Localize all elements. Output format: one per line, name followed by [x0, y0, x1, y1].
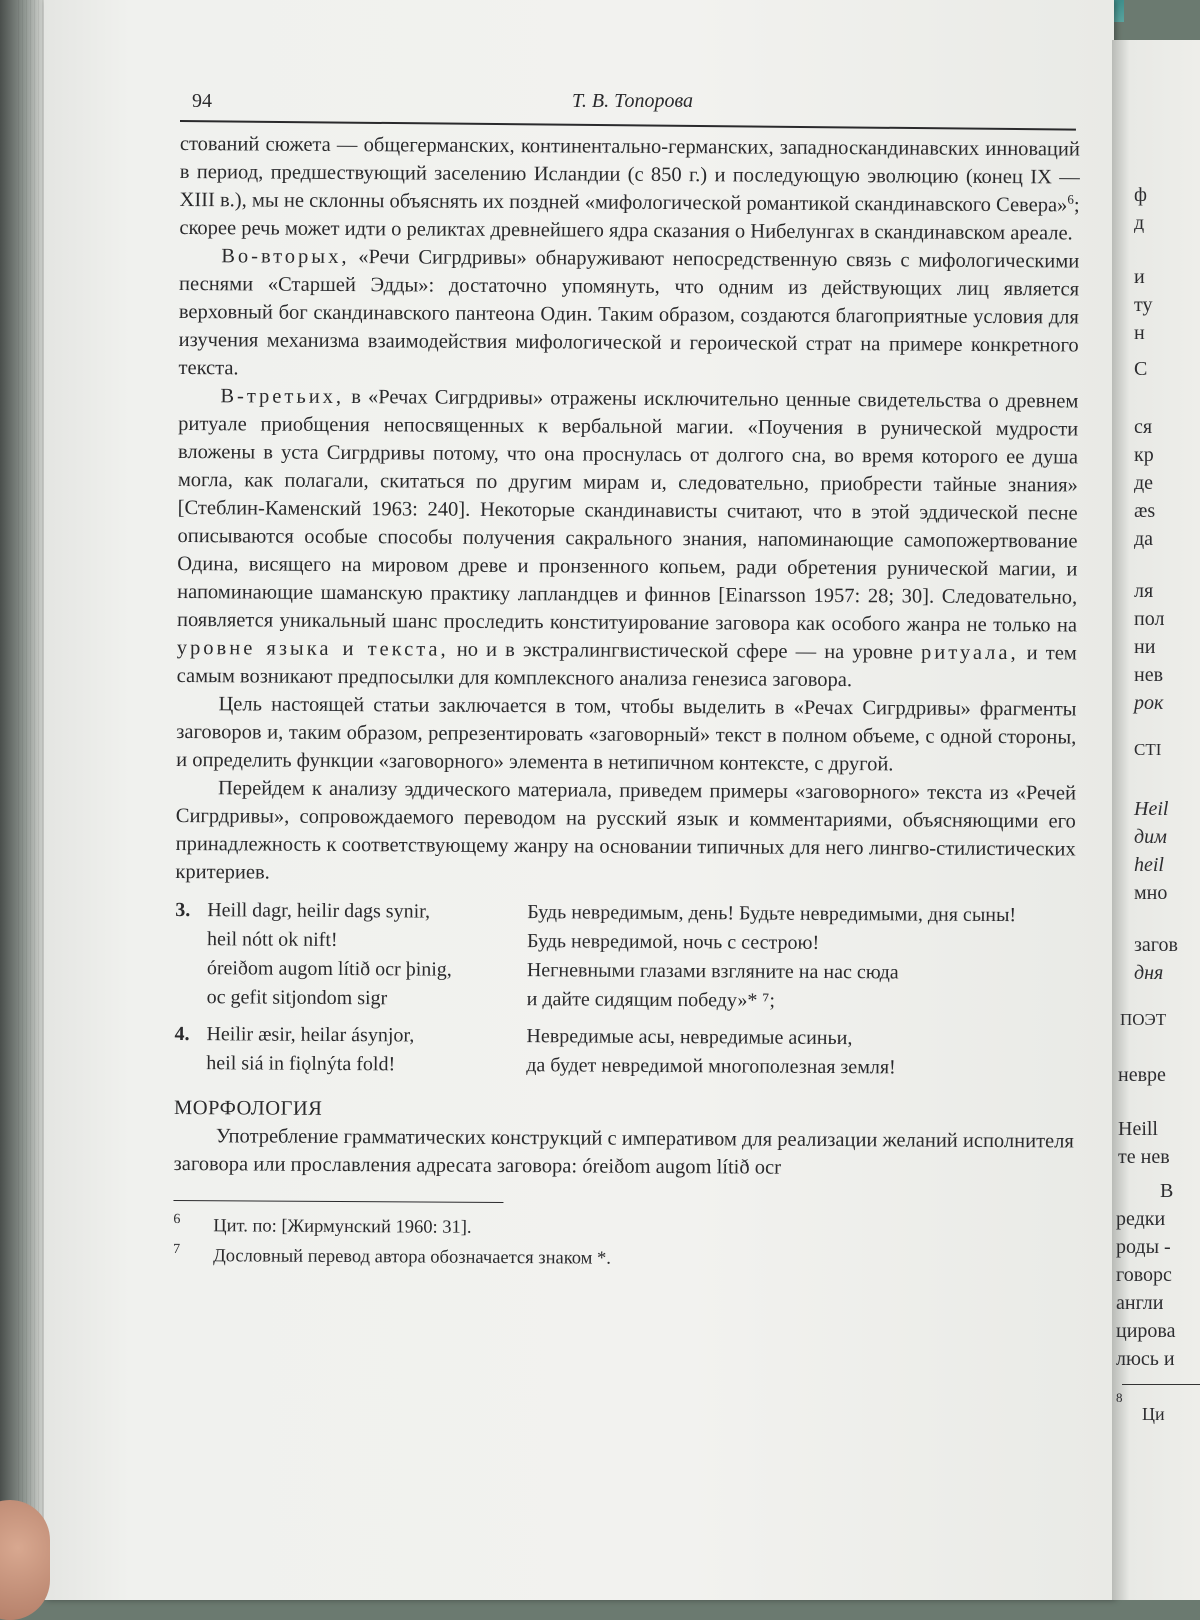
- footnote-text: Дословный перевод автора обозначается знаком *.: [213, 1246, 611, 1269]
- facing-fragment: нев: [1134, 664, 1164, 686]
- thumb: [0, 1500, 50, 1620]
- facing-fragment: ф: [1134, 184, 1147, 206]
- facing-fragment: люсь и: [1116, 1348, 1175, 1370]
- facing-fragment: те нев: [1118, 1146, 1170, 1168]
- facing-fragment: де: [1134, 472, 1154, 494]
- facing-fragment: 8: [1116, 1390, 1123, 1405]
- footnote-text: Цит. по: [Жирмунский 1960: 31].: [213, 1216, 472, 1238]
- facing-footnote-rule: [1122, 1384, 1200, 1385]
- section-heading: МОРФОЛОГИЯ: [173, 1096, 323, 1120]
- facing-fragment: рок: [1134, 692, 1164, 714]
- facing-fragment: загов: [1134, 934, 1178, 956]
- facing-fragment: heil: [1134, 854, 1164, 876]
- facing-fragment: д: [1134, 212, 1145, 234]
- facing-fragment: ту: [1134, 294, 1153, 316]
- old-norse-line: oc gefit sitjondom sigr: [206, 986, 388, 1010]
- facing-fragment: н: [1134, 322, 1145, 344]
- author-running-head: Т. В. Топорова: [572, 90, 694, 112]
- spaced-lead: В-третьих,: [220, 385, 345, 409]
- translation-line: Невредимые асы, невредимые асиньи,: [526, 1025, 853, 1050]
- footnote: [173, 1241, 1073, 1276]
- facing-fragment: кр: [1134, 444, 1154, 466]
- facing-fragment: ля: [1134, 580, 1154, 602]
- header-rule: [180, 120, 1076, 131]
- paragraph: стований сюжета — общегерманских, континентально-германских, западноскандинавских инноваций в период, предшествующий заселению Исландии (с 850 г.) и последующую эволюцию (конец IX — XIII в.), мы не склонны объяснять их поздней «мифологической романтикой скандинавского Севера»$^6$; скорее речь может идти о реликтах древнейшего ядра сказания о Нибелунгах в скандинавском ареале.: [179, 132, 1080, 245]
- facing-fragment: Heill: [1118, 1118, 1158, 1140]
- example-number: 3.: [175, 898, 191, 922]
- facing-fragment: Heil: [1134, 798, 1169, 820]
- old-norse-line: Heill dagr, heilir dags synir,: [207, 899, 431, 923]
- facing-page: [1112, 40, 1200, 1600]
- paragraph: Цель настоящей статьи заключается в том, чтобы выделить в «Речах Сигрдривы» фрагменты заговоров и, таким образом, репрезентировать «заговорный» текст в полном объеме, с одной стороны, и определить функции «заговорного» элемента в нетипичном контексте, с другой.: [176, 693, 1077, 776]
- facing-fragment: невре: [1118, 1064, 1166, 1086]
- page-content: [173, 86, 1080, 1271]
- translation-line: Будь невредимой, ночь с сестрою!: [526, 930, 820, 954]
- facing-fragment: да: [1134, 528, 1154, 550]
- example-3: [175, 896, 1076, 1017]
- footnote-number: 7: [173, 1241, 181, 1258]
- example-4: [174, 1020, 1074, 1083]
- paragraph: Употребление грамматических конструкций с императивом для реализации желаний исполнителя заговора или прославления адресата заговора: óreiðom augom lítið ocr: [173, 1125, 1074, 1179]
- facing-fragment: ся: [1134, 416, 1153, 438]
- facing-fragment: цирова: [1116, 1320, 1176, 1342]
- facing-fragment: и: [1134, 266, 1145, 288]
- footnote-number: 6: [173, 1211, 181, 1228]
- facing-fragment: говорс: [1116, 1264, 1172, 1286]
- facing-fragment: англи: [1116, 1292, 1164, 1314]
- facing-fragment: С: [1134, 358, 1148, 380]
- paragraph: В-третьих, в «Речах Сигрдривы» отражены исключительно ценные свидетельства о древнем ритуале приобщения непосвященных к вербальной магии. «Поучения в рунической мудрости вложены в уста Сигрдривы потому, что она проснулась от долгого сна, во время которого ее душа могла, как полагали, скитаться по другим мирам и, следовательно, приобрести тайные знания» [Стеблин-Каменский 1963: 240]. Некоторые скандинависты считают, что в этой эддической песне описываются особые способы получения сакрального знания, напоминающие самопожертвование Одина, висящего на мировом древе и пронзенного копьем, ради обретения рунической магии, и напоминающие шаманскую практику лапландцев и финнов [Einarsson 1957: 28; 30]. Следовательно, появляется уникальный шанс проследить конституирование заговора как особого жанра не только на уровне языка и текста, но и в экстралингвистической сфере — на уровне ритуала, и тем самым возникают предпосылки для комплексного анализа генезиса заговора.: [176, 385, 1079, 692]
- facing-fragment: мно: [1134, 882, 1168, 904]
- facing-fragment: ни: [1134, 636, 1156, 658]
- old-norse-line: heil siá in fiǫlnýta fold!: [206, 1052, 396, 1076]
- footnote-ref: 6: [1067, 191, 1074, 207]
- running-head: [180, 86, 1080, 120]
- old-norse-line: Heilir æsir, heilar ásynjor,: [206, 1023, 415, 1047]
- old-norse-line: óreiðom augom lítið ocr þinig,: [206, 957, 452, 981]
- facing-fragment: роды -: [1116, 1236, 1171, 1258]
- spaced-emphasis: уровне языка и текста,: [176, 636, 449, 661]
- article-body: [173, 130, 1080, 1276]
- facing-fragment: дня: [1134, 962, 1164, 984]
- facing-fragment: СТІ: [1134, 740, 1162, 759]
- footnotes: [173, 1211, 1073, 1276]
- translation-line: да будет невредимой многополезная земля!: [526, 1054, 896, 1079]
- translation-line: и дайте сидящим победу»* ⁷;: [526, 988, 775, 1012]
- translation-line: Негневными глазами взгляните на нас сюда: [526, 959, 899, 984]
- facing-fragment: ПОЭТ: [1120, 1010, 1167, 1029]
- spaced-emphasis: ритуала,: [920, 641, 1019, 665]
- facing-fragment: пол: [1134, 608, 1165, 630]
- example-number: 4.: [174, 1022, 190, 1046]
- old-norse-line: heil nótt ok nift!: [206, 928, 338, 951]
- paragraph: Во-вторых, «Речи Сигрдривы» обнаруживают непосредственную связь с мифологическими песнями «Старшей Эдды»: достаточно упомянуть, что одним из действующих лиц является верховный бог скандинавского пантеона Один. Таким образом, создаются благоприятные условия для изучения механизма взаимодействия мифологической и героической страт на примере конкретного текста.: [178, 245, 1080, 380]
- spaced-lead: Во-вторых,: [221, 245, 350, 269]
- footnote-rule: [173, 1200, 503, 1203]
- page-number: 94: [192, 90, 212, 112]
- translation-line: Будь невредимым, день! Будьте невредимыми, дня сыны!: [527, 901, 1017, 927]
- facing-fragment: редки: [1116, 1208, 1166, 1230]
- paragraph: Перейдем к анализу эддического материала, приведем примеры «заговорного» текста из «Речей Сигрдривы», сопровождаемого переводом на русский язык и комментариями, объясняющими его принадлежность к соответствующему жанру на основании типичных для него лингво-стилистических критериев.: [175, 777, 1077, 884]
- facing-fragment: Ци: [1142, 1404, 1165, 1424]
- facing-fragment: В: [1160, 1180, 1174, 1202]
- facing-fragment: æs: [1134, 500, 1156, 522]
- facing-fragment: дим: [1134, 826, 1167, 848]
